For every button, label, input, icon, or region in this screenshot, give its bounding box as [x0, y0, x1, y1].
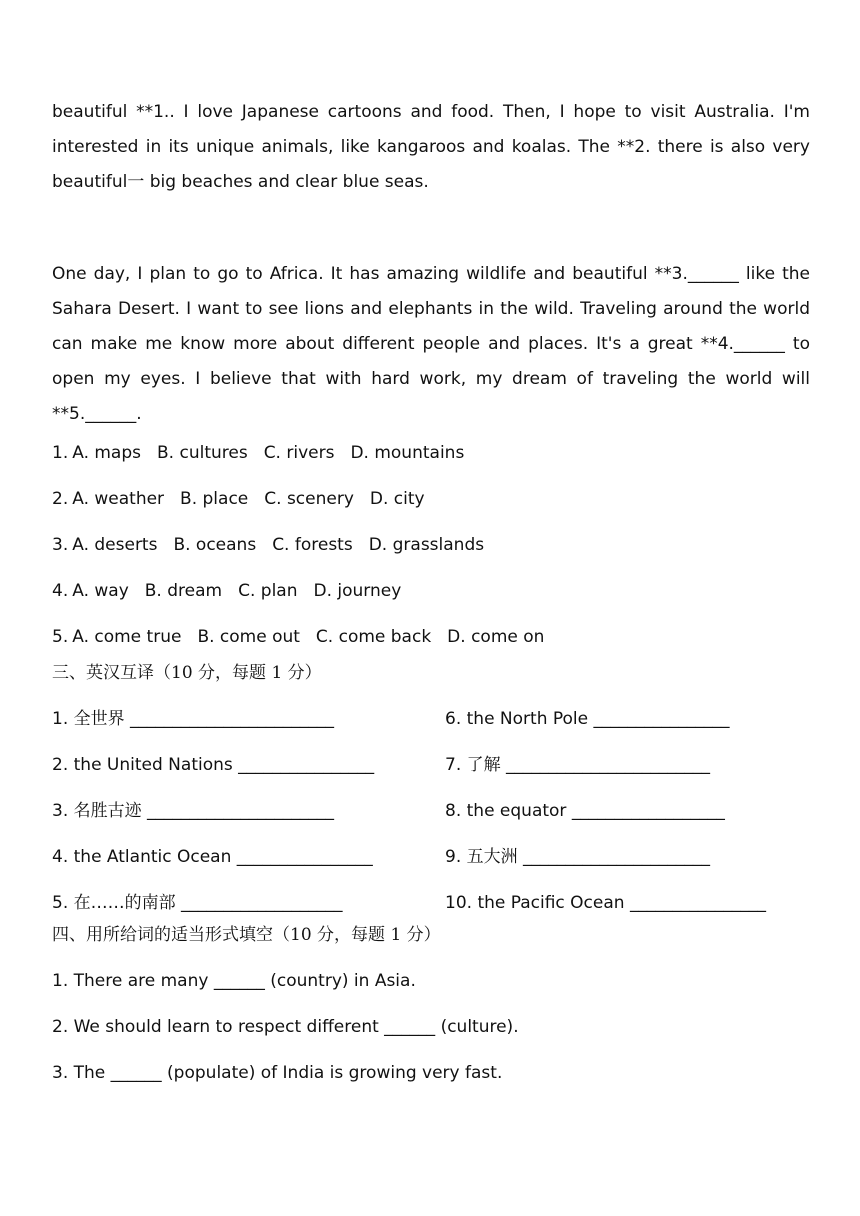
option-b: B. oceans — [173, 535, 257, 555]
option-row — [52, 441, 810, 487]
section-4-title: 四、用所给词的适当形式填空（10 分，每题 1 分） — [52, 925, 441, 945]
option-b: B. come out — [197, 627, 300, 647]
translation-item: 9. 五大洲 ______________________ — [445, 847, 711, 867]
translation-item: 4. the Atlantic Ocean ________________ — [52, 847, 373, 867]
options-list — [52, 441, 810, 671]
translation-item: 8. the equator __________________ — [445, 801, 725, 821]
translation-item: 2. the United Nations ________________ — [52, 755, 375, 775]
fill-in-item: 2. We should learn to respect different ______ (culture). — [52, 1017, 519, 1037]
fill-in-item: 3. The ______ (populate) of India is growing very fast. — [52, 1063, 503, 1083]
option-d: D. journey — [313, 581, 402, 601]
option-b: B. cultures — [157, 443, 248, 463]
option-d: D. come on — [447, 627, 545, 647]
worksheet-page — [52, 95, 810, 1107]
option-d: D. grasslands — [368, 535, 485, 555]
option-number: 3. — [52, 535, 69, 555]
translation-item: 3. 名胜古迹 ______________________ — [52, 801, 335, 821]
option-number: 5. — [52, 627, 69, 647]
option-a: A. way — [72, 581, 129, 601]
translation-item: 1. 全世界 ________________________ — [52, 709, 335, 729]
option-a: A. weather — [72, 489, 165, 509]
option-c: C. scenery — [264, 489, 354, 509]
option-number: 4. — [52, 581, 69, 601]
passage-paragraph-1: beautiful **1.. I love Japanese cartoons and food. Then, I hope to visit Australia. I'm interested in its unique animals, like kangaroos and koalas. The **2. there is also very beautiful一 big beaches and clear blue seas. — [52, 102, 810, 192]
option-c: C. come back — [315, 627, 432, 647]
fill-in-list — [52, 969, 810, 1107]
translation-item: 5. 在……的南部 ___________________ — [52, 893, 343, 913]
option-c: C. plan — [238, 581, 298, 601]
option-b: B. place — [180, 489, 249, 509]
option-d: D. city — [369, 489, 425, 509]
option-b: B. dream — [144, 581, 223, 601]
option-a: A. deserts — [72, 535, 158, 555]
option-c: C. rivers — [263, 443, 335, 463]
option-c: C. forests — [272, 535, 353, 555]
paragraph-gap — [52, 200, 810, 257]
option-d: D. mountains — [350, 443, 465, 463]
translation-item: 10. the Pacific Ocean ________________ — [445, 893, 766, 913]
fill-in-item: 1. There are many ______ (country) in Asia. — [52, 971, 416, 991]
translation-item: 7. 了解 ________________________ — [445, 755, 711, 775]
passage-paragraph-2: One day, I plan to go to Africa. It has amazing wildlife and beautiful **3.______ like the Sahara Desert. I want to see lions and elephants in the wild. Traveling around the world can make me know more about different people and places. It's a great **4.______ to open my eyes. I believe that with hard work, my dream of traveling the world will **5.______. — [52, 264, 810, 424]
option-a: A. come true — [72, 627, 182, 647]
option-row — [52, 579, 810, 625]
translation-item: 6. the North Pole ________________ — [445, 709, 730, 729]
option-number: 2. — [52, 489, 69, 509]
section-3-title: 三、英汉互译（10 分，每题 1 分） — [52, 663, 322, 683]
translation-grid — [52, 707, 810, 937]
option-row — [52, 487, 810, 533]
option-a: A. maps — [72, 443, 141, 463]
option-number: 1. — [52, 443, 69, 463]
option-row — [52, 533, 810, 579]
